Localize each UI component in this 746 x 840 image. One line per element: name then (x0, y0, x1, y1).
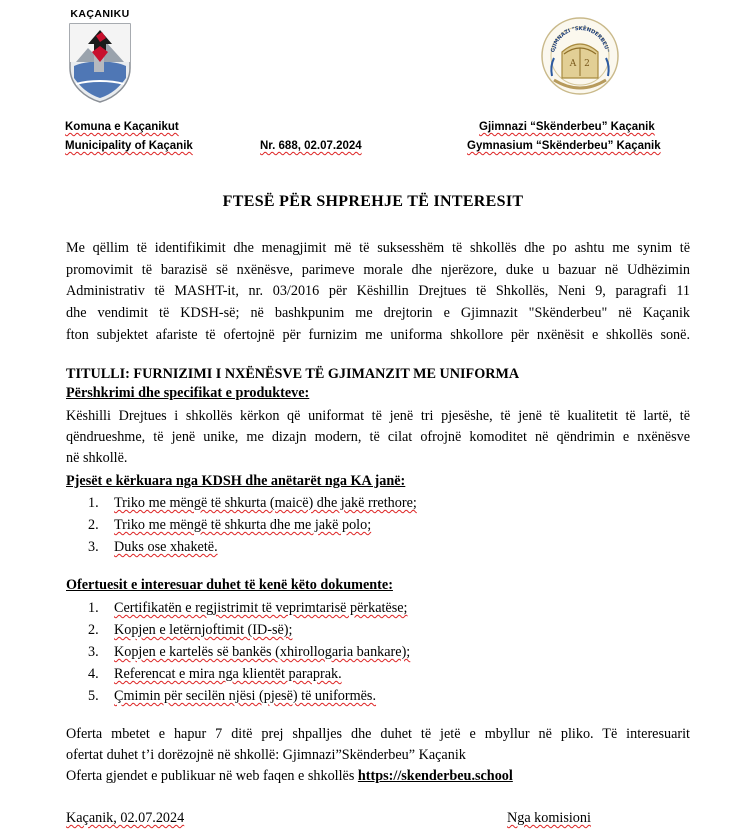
description-line: Këshilli Drejtues i shkollës kërkon që uniformat të jenë tri pjesëshe, të jenë të kualitetit të lartë, të (66, 408, 690, 424)
closing-line-3: Oferta gjendet e publikuar në web faqen e shkollës https://skenderbeu.school (66, 767, 513, 784)
topic-title: TITULLI: FURNIZIMI I NXËNËSVE TË GJIMANZIT ME UNIFORMA (66, 366, 520, 382)
place-date: Kaçanik, 02.07.2024 (66, 810, 185, 826)
intro-line: dhe vendimit të KDSH-së; në bashkpunim me drejtorin e Gjimnazit "Skënderbeu" në Kaçanik (66, 305, 690, 322)
closing-paragraph (66, 724, 690, 786)
parts-heading: Pjesët e kërkuara nga KDSH dhe anëtarët nga KA janë: (66, 473, 406, 489)
municipality-logo (60, 8, 140, 104)
documents-heading: Ofertuesit e interesuar duhet të kenë këto dokumente: (66, 577, 393, 593)
closing-line-1: Oferta mbetet e hapur 7 ditë prej shpalljes dhe duhet të jetë e mbyllur në pliko. Të interesuarit (66, 726, 690, 742)
intro-line: fton subjektet afariste të ofertojnë për furnizim me uniforma shkollore për nxënësit e shkollës sonë. (66, 326, 690, 343)
header-right-line-1: Gjimnazi “Skënderbeu” Kaçanik (479, 121, 655, 133)
header-left-line-1: Komuna e Kaçanikut (65, 121, 179, 133)
intro-line: Me qëllim të identifikimit dhe menagjimit më të suksesshëm të shkollës dhe po ashtu me synim të (66, 240, 690, 256)
signature: Nga komisioni (507, 810, 591, 826)
seal-letter-2: 2 (584, 59, 590, 69)
municipality-logo-caption: KAÇANIKU (70, 8, 130, 20)
municipality-shield-icon (66, 22, 134, 104)
description-line: në shkollë. (66, 449, 128, 466)
intro-line: promovimit të barazisë së nxënësve, parimeve morale dhe njerëzore, duke u bazuar në Udhëzimin (66, 261, 690, 278)
description-paragraph (66, 406, 690, 468)
gymnasium-seal-icon (540, 16, 620, 96)
document-title: FTESË PËR SHPREHJE TË INTERESIT (222, 193, 524, 210)
gymnasium-seal-caption: GJIMNAZI "SKËNDERBEU" (550, 25, 610, 53)
description-line: qëndrueshme, të jenë unike, me dizajn modern, të cilat ofrojnë komoditet në qëndrimin e nxënësve (66, 428, 690, 445)
intro-line: Administrativ të MASHT-it, nr. 03/2016 për Këshillin Drejtues të Shkollës, Neni 9, paragrafi 11 (66, 283, 690, 300)
closing-line-2: ofertat duhet t’i dorëzojnë në shkollë: Gjimnazi”Skënderbeu” Kaçanik (66, 746, 466, 763)
header-left-line-2: Municipality of Kaçanik (65, 140, 193, 152)
document-number: Nr. 688, 02.07.2024 (260, 140, 362, 152)
description-heading: Përshkrimi dhe specifikat e produkteve: (66, 385, 310, 401)
intro-paragraph (66, 238, 690, 347)
school-website-link[interactable]: https://skenderbeu.school (357, 767, 513, 784)
header-right-line-2: Gymnasium “Skënderbeu” Kaçanik (467, 140, 661, 152)
seal-letter-a: A (569, 59, 577, 69)
gymnasium-logo (540, 16, 620, 96)
document-page: KAÇANIKU GJIMNAZI "SKËNDERBEU" A 2 Komuna e Kaçanikut Municipality of Kaçanik Nr. 688, 02.07.2024 Gjimnazi “Skënderbeu” Kaçanik Gymnasium “Skënderbeu” Kaçanik FTESË PËR SHPREHJE TË INTERESIT Me qëllim të identifikimit dhe menagjimit më të suksesshëm të shkollës dhe po ashtu me synim të promovimit të barazisë së nxënësve, parimeve morale dhe njerëzore, duke u bazuar në Udhëzimin Administrativ të MASHT-it, nr. 03/2016 për Këshillin Drejtues të Shkollës, Neni 9, paragrafi 11 dhe vendimit të KDSH-së; në bashkpunim me drejtorin e Gjimnazit "Skënderbeu" në Kaçanik fton subjektet afariste të ofertojnë për furnizim me uniforma shkollore për nxënësit e shkollës sonë. TITULLI: FURNIZIMI I NXËNËSVE TË GJIMANZIT ME UNIFORMA Përshkrimi dhe specifikat e produkteve: Këshilli Drejtues i shkollës kërkon që uniformat të jenë tri pjesëshe, të jenë të kualitetit të lartë, të qëndrueshme, të jenë unike, me dizajn modern, të cilat ofrojnë komoditet në qëndrimin e nxënësve në shkollë. Pjesët e kërkuara nga KDSH dhe anëtarët nga KA janë: 1. Triko me mëngë të shkurta (maicë) dhe jakë rrethore; 2. Triko me mëngë të shkurta dhe me jakë polo; 3. Duks ose xhaketë. Ofertuesit e interesuar duhet të kenë këto dokumente: 1. Certifikatën e regjistrimit të veprimtarisë përkatëse; 2. Kopjen e letërnjoftimit (ID-së); 3. Kopjen e kartelës së bankës (xhirollogaria bankare); 4. Referencat e mira nga klientët paraprak. 5. Çmimin për secilën njësi (pjesë) të uniformës. Oferta mbetet e hapur 7 ditë prej shpalljes dhe duhet të jetë e mbyllur në pliko. Të interesuarit ofertat duhet t’i dorëzojnë në shkollë: Gjimnazi”Skënderbeu” Kaçanik Oferta gjendet e publikuar në web faqen e shkollës https://skenderbeu.school Kaçanik, 02.07.2024 Nga komisioni (0, 0, 746, 840)
